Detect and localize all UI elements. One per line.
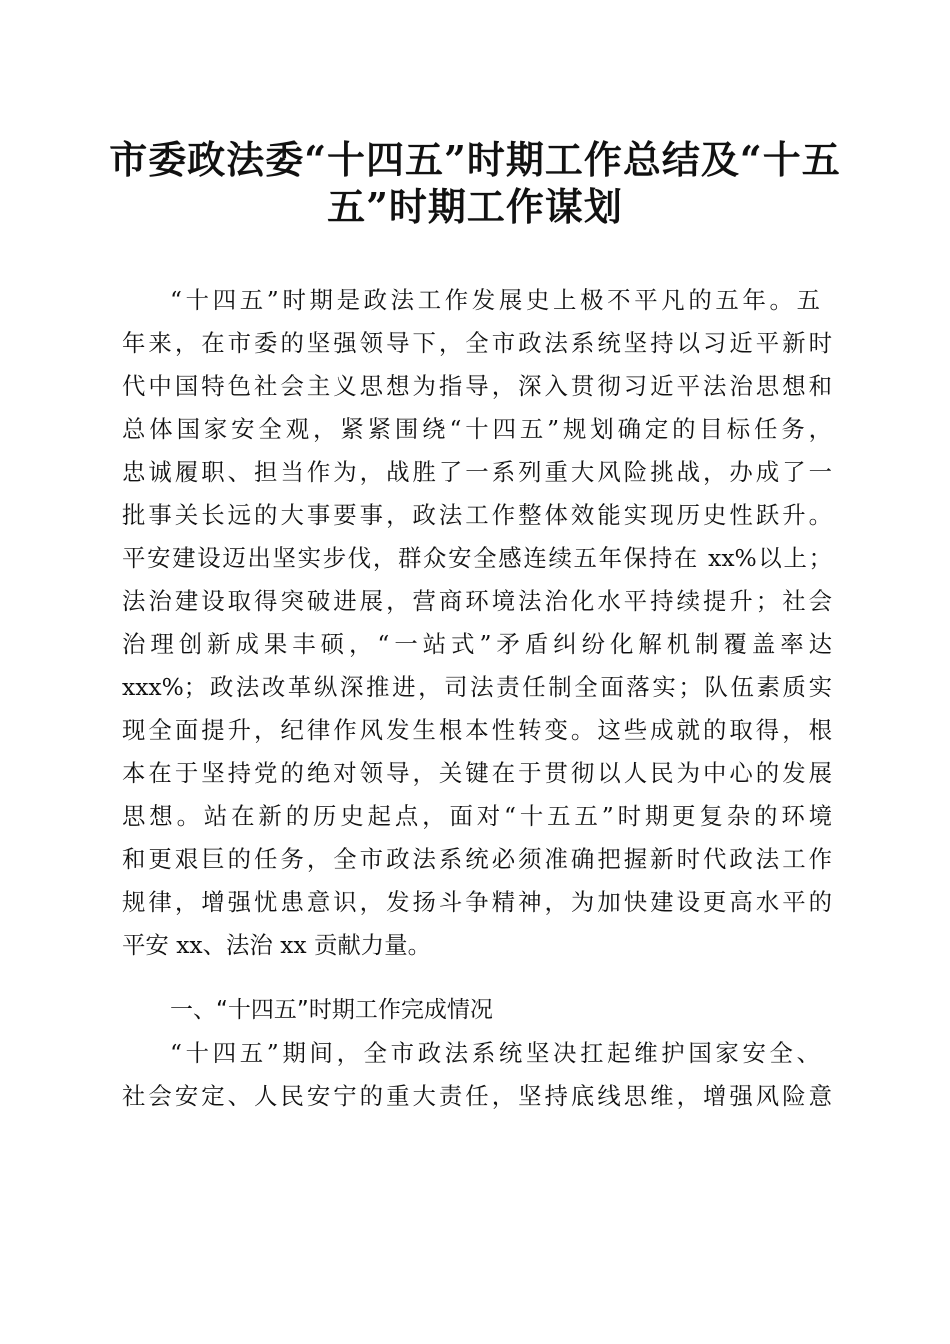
intro-line-12: 本在于坚持党的绝对领导，关键在于贯彻以人民为中心的发展 [122,759,832,787]
intro-line-7: 平安建设迈出坚实步伐，群众安全感连续五年保持在 xx%以上； [122,544,832,572]
intro-line-16: 平安 xx、法治 xx 贡献力量。 [122,931,431,959]
intro-line-8: 法治建设取得突破进展，营商环境法治化水平持续提升；社会 [122,587,832,615]
section-1-line-1: “十四五”期间，全市政法系统坚决扛起维护国家安全、 [170,1039,820,1067]
section-1-line-2: 社会安定、人民安宁的重大责任，坚持底线思维，增强风险意 [122,1082,832,1110]
section-1-heading: 一、“十四五”时期工作完成情况 [170,997,493,1023]
document-title-line-2: 五”时期工作谋划 [327,184,623,229]
intro-line-2: 年来，在市委的坚强领导下，全市政法系统坚持以习近平新时 [122,329,832,357]
document-title-line-1: 市委政法委“十四五”时期工作总结及“十五 [109,137,841,182]
intro-line-13: 思想。站在新的历史起点，面对“十五五”时期更复杂的环境 [122,802,832,830]
intro-line-14: 和更艰巨的任务，全市政法系统必须准确把握新时代政法工作 [122,845,832,873]
intro-line-11: 现全面提升，纪律作风发生根本性转变。这些成就的取得，根 [122,716,832,744]
intro-line-15: 规律，增强忧患意识，发扬斗争精神，为加快建设更高水平的 [122,888,832,916]
intro-line-4: 总体国家安全观，紧紧围绕“十四五”规划确定的目标任务， [122,415,832,443]
intro-line-10: xxx%；政法改革纵深推进，司法责任制全面落实；队伍素质实 [122,673,832,701]
intro-line-9: 治理创新成果丰硕，“一站式”矛盾纠纷化解机制覆盖率达 [122,630,832,658]
intro-line-3: 代中国特色社会主义思想为指导，深入贯彻习近平法治思想和 [122,372,832,400]
intro-line-5: 忠诚履职、担当作为，战胜了一系列重大风险挑战，办成了一 [122,458,832,486]
intro-line-6: 批事关长远的大事要事，政法工作整体效能实现历史性跃升。 [122,501,832,529]
intro-line-1: “十四五”时期是政法工作发展史上极不平凡的五年。五 [170,286,820,314]
